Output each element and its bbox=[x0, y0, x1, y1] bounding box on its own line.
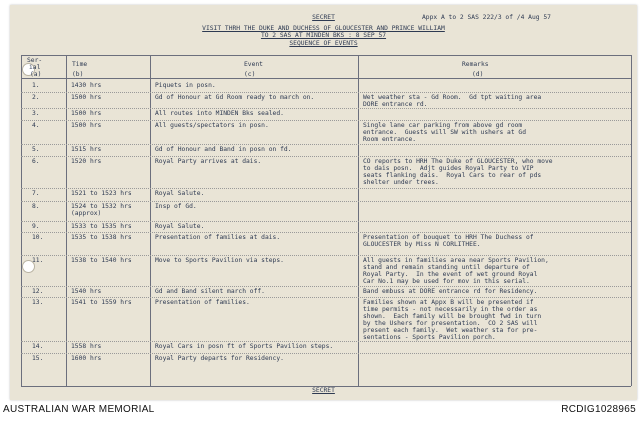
header-event: Event bbox=[244, 61, 263, 68]
row-separator bbox=[21, 108, 631, 109]
row-event: Piquets in posn. bbox=[155, 82, 216, 89]
row-separator bbox=[21, 188, 631, 189]
row-remarks: Families shown at Appx B will be presented if time permits - not necessarily in the order as shown. Each family will be brought fwd in turn by the Ushers for presentation. CO 2 SAS will present each family. Wet weather sta for pre- sentations - Sports Pavilion porch. bbox=[363, 299, 542, 341]
row-remarks: Band embuss at DORE entrance rd for Residency. bbox=[363, 288, 538, 295]
row-serial: 15. bbox=[32, 355, 44, 362]
table-border-top bbox=[21, 55, 631, 56]
header-serial-top: Ser- bbox=[27, 57, 43, 64]
row-serial: 11. bbox=[32, 257, 44, 264]
row-event: Royal Salute. bbox=[155, 190, 205, 197]
row-time: 1535 to 1538 hrs bbox=[71, 234, 132, 241]
row-separator bbox=[21, 341, 631, 342]
row-serial: 2. bbox=[32, 94, 40, 101]
row-event: All guests/spectators in posn. bbox=[155, 122, 269, 129]
document-page bbox=[10, 5, 637, 400]
title-line-3: SEQUENCE OF EVENTS bbox=[289, 40, 358, 47]
header-remarks-sub: (d) bbox=[472, 71, 484, 78]
table-border-right bbox=[631, 55, 632, 386]
row-separator bbox=[21, 144, 631, 145]
classification-bottom: SECRET bbox=[312, 387, 335, 394]
table-header-rule bbox=[21, 78, 631, 79]
row-time: 1541 to 1559 hrs bbox=[71, 299, 132, 306]
row-separator bbox=[21, 92, 631, 93]
row-time: 1558 hrs bbox=[71, 343, 102, 350]
row-serial: 9. bbox=[32, 223, 40, 230]
row-remarks: CO reports to HRH The Duke of GLOUCESTER, who move to dais posn. Adjt guides Royal Party to VIP seats flanking dais. Royal Cars to rear of pds shelter under trees. bbox=[363, 158, 553, 186]
row-time: 1500 hrs bbox=[71, 110, 102, 117]
row-time: 1540 hrs bbox=[71, 288, 102, 295]
row-separator bbox=[21, 201, 631, 202]
row-serial: 5. bbox=[32, 146, 40, 153]
archive-record-id: RCDIG1028965 bbox=[561, 404, 636, 415]
row-serial: 10. bbox=[32, 234, 44, 241]
row-separator bbox=[21, 120, 631, 121]
row-serial: 1. bbox=[32, 82, 40, 89]
row-serial: 3. bbox=[32, 110, 40, 117]
row-time: 1521 to 1523 hrs bbox=[71, 190, 132, 197]
row-remarks: Single lane car parking from above gd room entrance. Guests will SW with ushers at Gd Room entrance. bbox=[363, 122, 527, 143]
row-time: 1520 hrs bbox=[71, 158, 102, 165]
row-time: 1500 hrs bbox=[71, 94, 102, 101]
archive-source: AUSTRALIAN WAR MEMORIAL bbox=[3, 404, 155, 415]
row-event: Presentation of families. bbox=[155, 299, 250, 306]
title-line-1: VISIT THRH THE DUKE AND DUCHESS OF GLOUCESTER AND PRINCE WILLIAM bbox=[202, 25, 445, 32]
row-event: Presentation of families at dais. bbox=[155, 234, 281, 241]
row-remarks: Presentation of bouquet to HRH The Duchess of GLOUCESTER by Miss N CORLITHEE. bbox=[363, 234, 534, 248]
row-event: Insp of Gd. bbox=[155, 203, 197, 210]
row-separator bbox=[21, 221, 631, 222]
row-event: Royal Party arrives at dais. bbox=[155, 158, 262, 165]
row-serial: 6. bbox=[32, 158, 40, 165]
row-event: Move to Sports Pavilion via steps. bbox=[155, 257, 284, 264]
row-time: 1524 to 1532 hrs (approx) bbox=[71, 203, 132, 217]
document-reference: Appx A to 2 SAS 222/3 of /4 Aug 57 bbox=[422, 14, 551, 21]
header-serial-sub: (a) bbox=[30, 71, 42, 78]
row-separator bbox=[21, 232, 631, 233]
row-event: All routes into MINDEN Bks sealed. bbox=[155, 110, 284, 117]
row-separator bbox=[21, 297, 631, 298]
row-event: Gd of Honour and Band in posn on fd. bbox=[155, 146, 292, 153]
row-time: 1600 hrs bbox=[71, 355, 102, 362]
row-serial: 4. bbox=[32, 122, 40, 129]
row-serial: 13. bbox=[32, 299, 44, 306]
row-time: 1515 hrs bbox=[71, 146, 102, 153]
title-line-2: TO 2 SAS AT MINDEN BKS : 8 SEP 57 bbox=[260, 32, 387, 39]
row-event: Gd and Band silent march off. bbox=[155, 288, 265, 295]
row-event: Royal Party departs for Residency. bbox=[155, 355, 284, 362]
row-serial: 7. bbox=[32, 190, 40, 197]
row-event: Gd of Honour at Gd Room ready to march on. bbox=[155, 94, 315, 101]
row-serial: 14. bbox=[32, 343, 44, 350]
row-separator bbox=[21, 156, 631, 157]
row-time: 1430 hrs bbox=[71, 82, 102, 89]
row-remarks: All guests in families area near Sports Pavilion, stand and remain standing until departure of Royal Party. In the event of wet ground Royal Car No.1 may be used for mov in this serial. bbox=[363, 257, 549, 285]
row-event: Royal Cars in posn ft of Sports Pavilion steps. bbox=[155, 343, 334, 350]
row-separator bbox=[21, 255, 631, 256]
header-time: Time bbox=[72, 61, 88, 68]
row-time: 1533 to 1535 hrs bbox=[71, 223, 132, 230]
header-remarks: Remarks bbox=[462, 61, 489, 68]
row-time: 1538 to 1540 hrs bbox=[71, 257, 132, 264]
header-time-sub: (b) bbox=[72, 71, 84, 78]
classification-top: SECRET bbox=[312, 14, 335, 21]
header-serial-bottom: ial bbox=[29, 64, 41, 71]
row-time: 1500 hrs bbox=[71, 122, 102, 129]
header-event-sub: (c) bbox=[244, 71, 256, 78]
row-event: Royal Salute. bbox=[155, 223, 205, 230]
row-separator bbox=[21, 353, 631, 354]
row-serial: 8. bbox=[32, 203, 40, 210]
row-separator bbox=[21, 286, 631, 287]
row-remarks: Wet weather sta - Gd Room. Gd tpt waiting area DORE entrance rd. bbox=[363, 94, 542, 108]
row-serial: 12. bbox=[32, 288, 44, 295]
